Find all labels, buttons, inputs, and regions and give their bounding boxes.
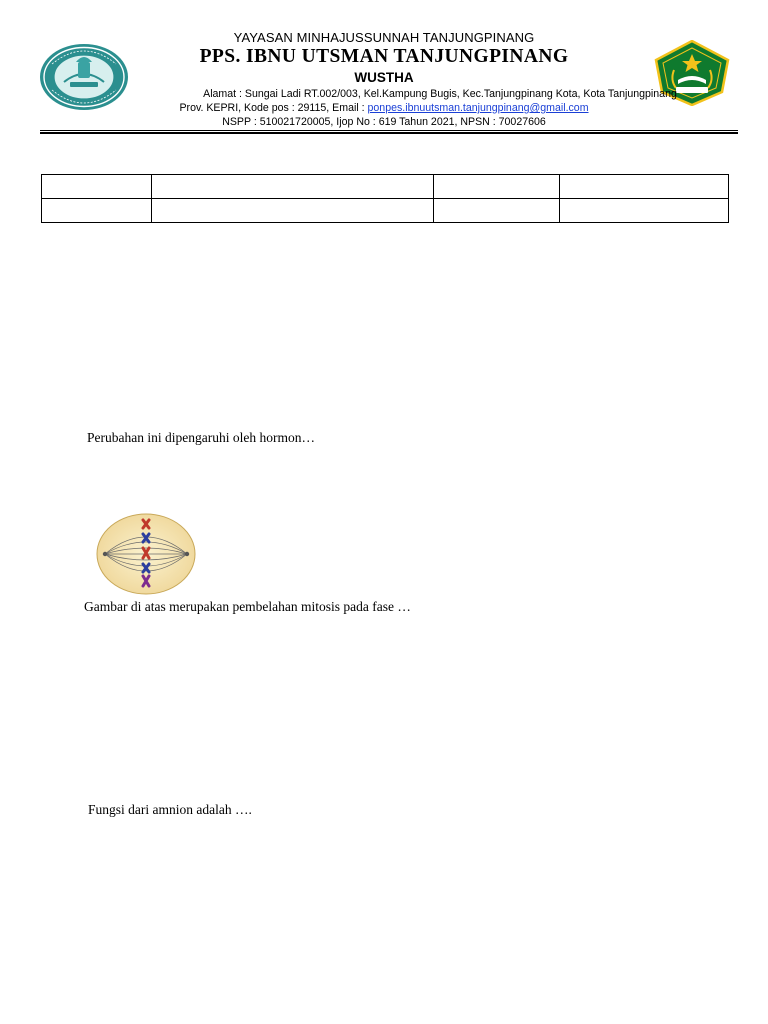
mitosis-metaphase-illustration [95, 512, 197, 596]
header-divider-thin [40, 130, 738, 131]
school-level: WUSTHA [354, 70, 414, 85]
question-mitosis-phase: Gambar di atas merupakan pembelahan mitosis pada fase … [84, 599, 411, 614]
province-postal-text: Prov. KEPRI, Kode pos : 29115, Email : [179, 102, 368, 114]
foundation-name: YAYASAN MINHAJUSSUNNAH TANJUNGPINANG [233, 30, 535, 45]
registration-line: NSPP : 510021720005, Ijop No : 619 Tahun 2021, NPSN : 70027606 [222, 116, 546, 128]
table-cell [151, 199, 434, 223]
table-cell [42, 175, 152, 199]
table-cell [560, 175, 729, 199]
student-info-table [41, 174, 729, 223]
table-cell [434, 175, 560, 199]
table-cell [151, 175, 434, 199]
question-amnion-function: Fungsi dari amnion adalah …. [88, 802, 252, 817]
table-row [42, 175, 729, 199]
table-cell [434, 199, 560, 223]
email-link[interactable]: ponpes.ibnuutsman.tanjungpinang@gmail.com [367, 102, 589, 114]
header-divider-thick [40, 132, 738, 134]
address-line: Alamat : Sungai Ladi RT.002/003, Kel.Kampung Bugis, Kec.Tanjungpinang Kota, Kota Tanjungpinang [203, 88, 677, 100]
contact-line [0, 102, 768, 114]
table-row [42, 199, 729, 223]
table-cell [560, 199, 729, 223]
table-cell [42, 199, 152, 223]
school-name: PPS. IBNU UTSMAN TANJUNGPINANG [199, 46, 569, 67]
question-hormone: Perubahan ini dipengaruhi oleh hormon… [87, 430, 315, 445]
